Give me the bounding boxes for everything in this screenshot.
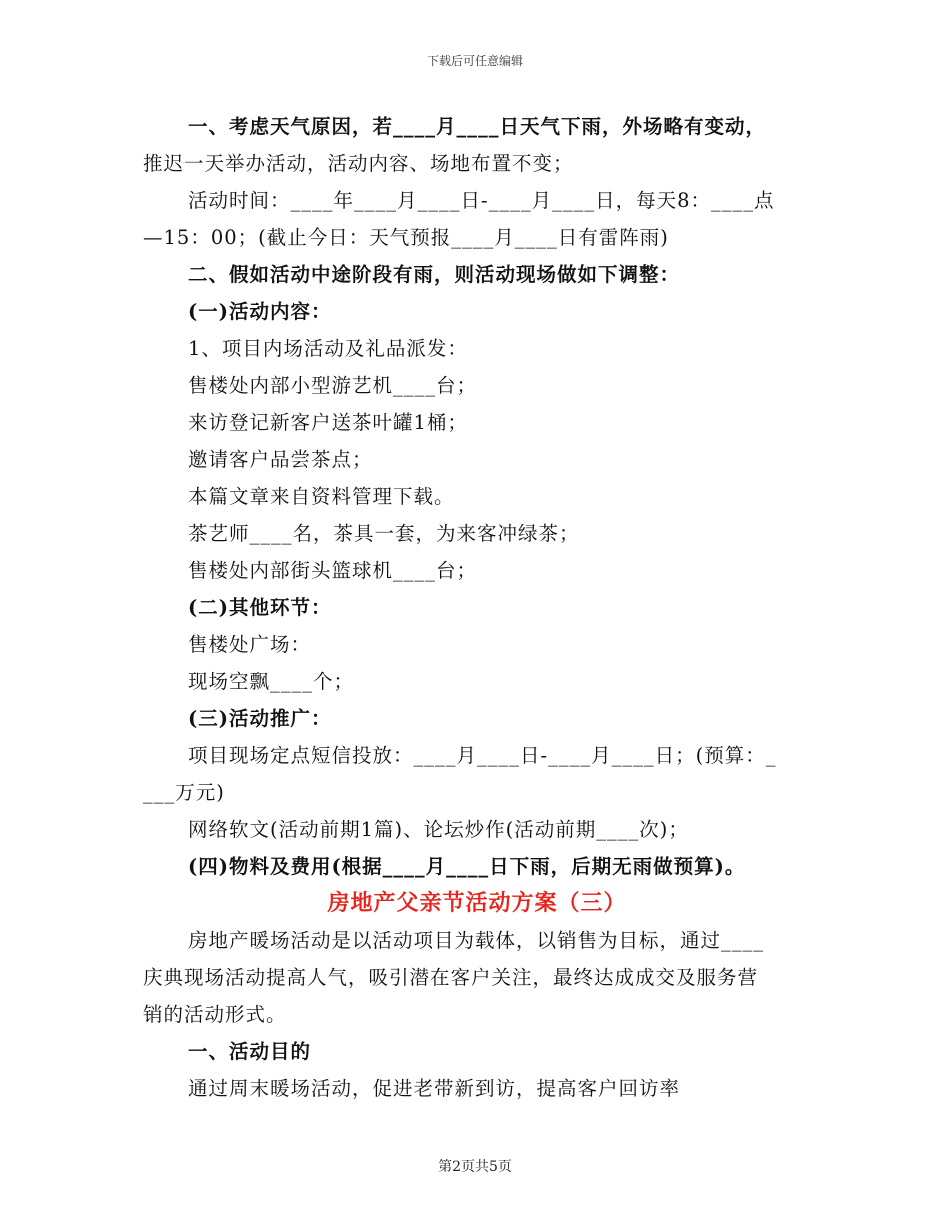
paragraph-weather-reason-cont: 推迟一天举办活动，活动内容、场地布置不变； <box>143 152 574 175</box>
subheading-promotion: (三)活动推广： <box>188 707 332 730</box>
list-item: 本篇文章来自资料管理下载。 <box>188 485 455 508</box>
paragraph-intro-cont: 销的活动形式。 <box>143 1003 287 1026</box>
page-header: 下载后可任意编辑 <box>426 54 523 68</box>
list-item: 茶艺师____名，茶具一套，为来客冲绿茶； <box>188 522 580 545</box>
list-item: 来访登记新客户送茶叶罐1桶； <box>188 411 468 434</box>
list-item: 项目现场定点短信投放：____月____日-____月____日；(预算：_ <box>188 744 777 767</box>
subheading-other: (二)其他环节： <box>188 596 332 619</box>
paragraph-weather-reason: 一、考虑天气原因，若____月____日天气下雨，外场略有变动， <box>188 115 767 138</box>
heading-rain-adjustment: 二、假如活动中途阶段有雨，则活动现场做如下调整： <box>188 263 681 286</box>
paragraph-activity-time-cont: —15：00；(截止今日：天气预报____月____日有雷阵雨) <box>143 226 669 249</box>
page-footer: 第2页共5页 <box>438 1159 512 1175</box>
paragraph-intro-cont: 庆典现场活动提高人气，吸引潜在客户关注，最终达成成交及服务营 <box>143 966 759 989</box>
document-body <box>143 108 811 1107</box>
paragraph-purpose: 通过周末暖场活动，促进老带新到访，提高客户回访率 <box>188 1077 681 1100</box>
paragraph-intro: 房地产暖场活动是以活动项目为载体，以销售为目标，通过____ <box>188 929 765 952</box>
list-item: 现场空飘____个； <box>188 670 355 693</box>
list-item: 售楼处内部小型游艺机____台； <box>188 374 478 397</box>
paragraph-activity-time: 活动时间：____年____月____日-____月____日，每天8：____点 <box>188 189 775 212</box>
heading-purpose: 一、活动目的 <box>188 1040 312 1063</box>
list-item: 售楼处广场： <box>188 633 312 656</box>
list-item: 1、项目内场活动及礼品派发： <box>188 337 468 360</box>
subheading-materials: (四)物料及费用(根据____月____日下雨，后期无雨做预算)。 <box>188 855 746 878</box>
subheading-activity-content: (一)活动内容： <box>188 300 332 323</box>
section-title: 房地产父亲节活动方案（三） <box>327 890 627 916</box>
list-item: 邀请客户品尝茶点； <box>188 448 373 471</box>
list-item: 售楼处内部街头篮球机____台； <box>188 559 478 582</box>
list-item-cont: ___万元) <box>143 781 225 804</box>
list-item: 网络软文(活动前期1篇)、论坛炒作(活动前期____次)； <box>188 818 689 841</box>
